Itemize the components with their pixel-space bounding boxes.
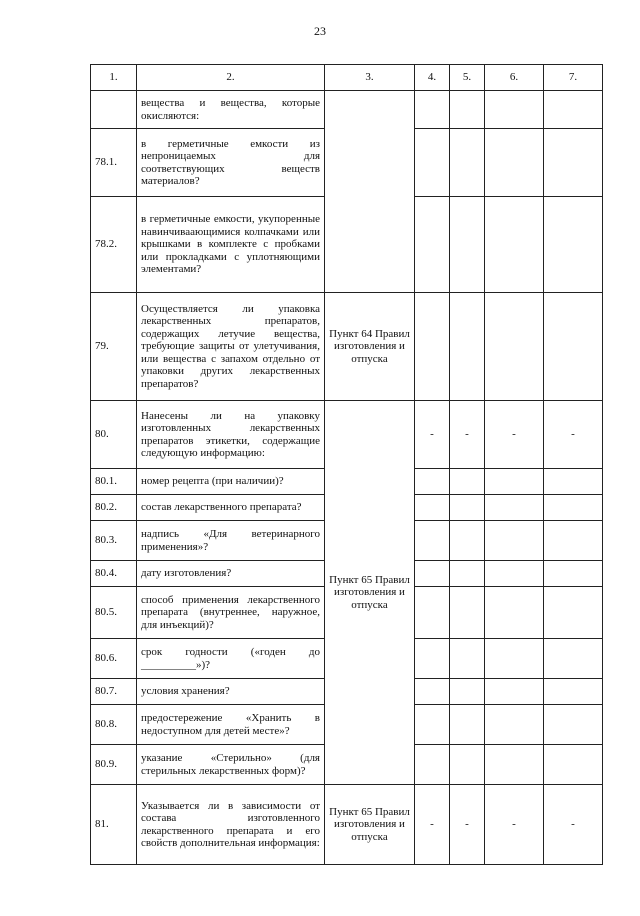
answer-cell-7[interactable] [544, 561, 603, 587]
answer-cell-5[interactable] [450, 469, 485, 495]
item-number: 80.2. [91, 495, 137, 521]
answer-cell-5[interactable] [450, 521, 485, 561]
answer-cell-7[interactable]: - [544, 785, 603, 865]
item-number: 80.7. [91, 679, 137, 705]
item-question: способ применения лекарственного препарата (внутреннее, наружное, для инъекций)? [137, 587, 325, 639]
item-question: предостережение «Хранить в недоступном для детей месте»? [137, 705, 325, 745]
answer-cell-4[interactable] [415, 679, 450, 705]
item-number: 78.1. [91, 129, 137, 197]
answer-cell-7[interactable] [544, 679, 603, 705]
item-number: 80.9. [91, 745, 137, 785]
checklist-table [90, 64, 603, 865]
item-number: 81. [91, 785, 137, 865]
table-row [91, 91, 603, 129]
answer-cell-7[interactable] [544, 521, 603, 561]
item-question: надпись «Для ветеринарного применения»? [137, 521, 325, 561]
legal-reference: Пункт 65 Правил изготовления и отпуска [325, 401, 415, 785]
answer-cell-4[interactable] [415, 91, 450, 129]
item-question: указание «Стерильно» (для стерильных лекарственных форм)? [137, 745, 325, 785]
item-question: условия хранения? [137, 679, 325, 705]
answer-cell-6[interactable] [485, 639, 544, 679]
answer-cell-4[interactable] [415, 705, 450, 745]
answer-cell-6[interactable] [485, 679, 544, 705]
answer-cell-4[interactable] [415, 745, 450, 785]
answer-cell-5[interactable] [450, 129, 485, 197]
answer-cell-6[interactable] [485, 705, 544, 745]
answer-cell-4[interactable]: - [415, 401, 450, 469]
item-question: Указывается ли в зависимости от состава изготовленного лекарственного препарата и его свойств дополнительная информация: [137, 785, 325, 865]
item-question: в герметичные емкости, укупоренные навинчиваающимися колпачками или крышками в комплекте с пробками или прокладками с уплотняющими элементами? [137, 197, 325, 293]
answer-cell-7[interactable] [544, 495, 603, 521]
answer-cell-4[interactable]: - [415, 785, 450, 865]
item-number: 80.1. [91, 469, 137, 495]
answer-cell-7[interactable] [544, 639, 603, 679]
answer-cell-7[interactable] [544, 705, 603, 745]
answer-cell-5[interactable]: - [450, 401, 485, 469]
item-number: 80.6. [91, 639, 137, 679]
answer-cell-4[interactable] [415, 561, 450, 587]
item-number: 80.3. [91, 521, 137, 561]
answer-cell-4[interactable] [415, 469, 450, 495]
answer-cell-6[interactable] [485, 495, 544, 521]
item-question: Нанесены ли на упаковку изготовленных лекарственных препаратов этикетки, содержащие следующую информацию: [137, 401, 325, 469]
item-question: состав лекарственного препарата? [137, 495, 325, 521]
header-cell-6: 6. [485, 65, 544, 91]
answer-cell-5[interactable] [450, 561, 485, 587]
answer-cell-5[interactable] [450, 587, 485, 639]
item-question: номер рецепта (при наличии)? [137, 469, 325, 495]
answer-cell-4[interactable] [415, 293, 450, 401]
item-number: 78.2. [91, 197, 137, 293]
item-number [91, 91, 137, 129]
answer-cell-7[interactable]: - [544, 401, 603, 469]
answer-cell-7[interactable] [544, 587, 603, 639]
answer-cell-4[interactable] [415, 587, 450, 639]
answer-cell-6[interactable]: - [485, 785, 544, 865]
header-cell-3: 3. [325, 65, 415, 91]
header-cell-2: 2. [137, 65, 325, 91]
answer-cell-7[interactable] [544, 197, 603, 293]
item-number: 80. [91, 401, 137, 469]
answer-cell-5[interactable] [450, 705, 485, 745]
answer-cell-5[interactable] [450, 495, 485, 521]
answer-cell-4[interactable] [415, 495, 450, 521]
answer-cell-5[interactable] [450, 679, 485, 705]
answer-cell-5[interactable] [450, 745, 485, 785]
header-cell-1: 1. [91, 65, 137, 91]
answer-cell-6[interactable] [485, 91, 544, 129]
answer-cell-4[interactable] [415, 197, 450, 293]
answer-cell-4[interactable] [415, 129, 450, 197]
legal-reference-empty [325, 91, 415, 293]
item-question: Осуществляется ли упаковка лекарственных препаратов, содержащих летучие вещества, требующие защиты от улетучивания, или вещества с запахом отдельно от упаковки других лекарственных препаратов? [137, 293, 325, 401]
table-row [91, 401, 603, 469]
answer-cell-6[interactable] [485, 745, 544, 785]
answer-cell-5[interactable] [450, 293, 485, 401]
header-cell-7: 7. [544, 65, 603, 91]
item-number: 79. [91, 293, 137, 401]
answer-cell-6[interactable] [485, 521, 544, 561]
answer-cell-7[interactable] [544, 91, 603, 129]
answer-cell-6[interactable] [485, 469, 544, 495]
item-number: 80.8. [91, 705, 137, 745]
answer-cell-7[interactable] [544, 469, 603, 495]
answer-cell-5[interactable] [450, 639, 485, 679]
item-number: 80.4. [91, 561, 137, 587]
header-cell-5: 5. [450, 65, 485, 91]
answer-cell-6[interactable] [485, 129, 544, 197]
page-number: 23 [314, 24, 326, 38]
answer-cell-6[interactable] [485, 197, 544, 293]
legal-reference: Пункт 64 Правил изготовления и отпуска [325, 293, 415, 401]
answer-cell-4[interactable] [415, 639, 450, 679]
answer-cell-6[interactable] [485, 587, 544, 639]
answer-cell-6[interactable] [485, 293, 544, 401]
answer-cell-6[interactable]: - [485, 401, 544, 469]
table-row [91, 293, 603, 401]
item-question: вещества и вещества, которые окисляются: [137, 91, 325, 129]
item-question: срок годности («годен до __________»)? [137, 639, 325, 679]
answer-cell-7[interactable] [544, 293, 603, 401]
item-question: дату изготовления? [137, 561, 325, 587]
legal-reference: Пункт 65 Правил изготовления и отпуска [325, 785, 415, 865]
header-cell-4: 4. [415, 65, 450, 91]
answer-cell-7[interactable] [544, 129, 603, 197]
answer-cell-6[interactable] [485, 561, 544, 587]
header-row [91, 65, 603, 91]
answer-cell-5[interactable] [450, 91, 485, 129]
answer-cell-4[interactable] [415, 521, 450, 561]
answer-cell-5[interactable]: - [450, 785, 485, 865]
item-question: в герметичные емкости из непроницаемых для соответствующих веществ материалов? [137, 129, 325, 197]
answer-cell-7[interactable] [544, 745, 603, 785]
table-row [91, 785, 603, 865]
answer-cell-5[interactable] [450, 197, 485, 293]
item-number: 80.5. [91, 587, 137, 639]
